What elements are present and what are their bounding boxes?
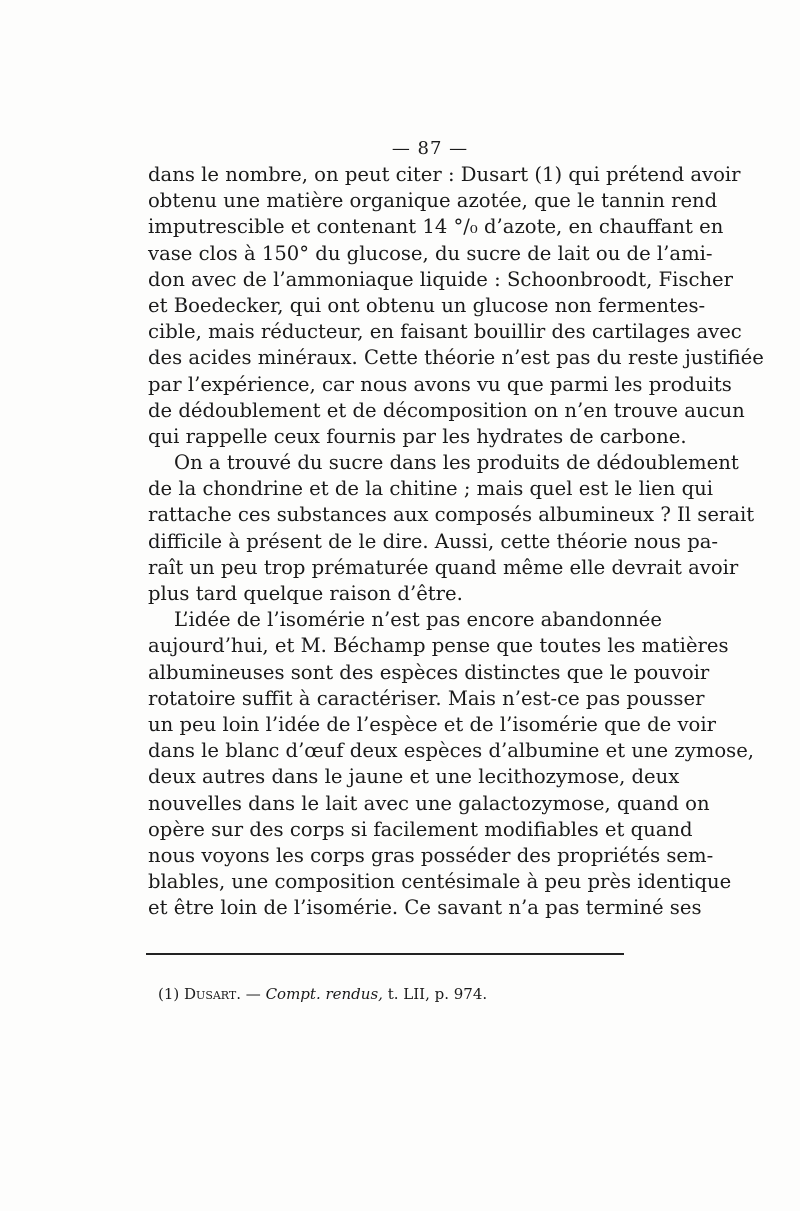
text-line: aujourd’hui, et M. Béchamp pense que toutes les matières (148, 634, 729, 658)
body-text (148, 162, 764, 921)
text-line: On a trouvé du sucre dans les produits de dédoublement (174, 451, 739, 475)
footnote-author: Dusart. (184, 985, 242, 1003)
text-line: raît un peu trop prématurée quand même elle devrait avoir (148, 555, 739, 579)
text-line: imputrescible et contenant 14 °/₀ d’azote, en chauffant en (148, 215, 724, 239)
text-line: des acides minéraux. Cette théorie n’est pas du reste justifiée (148, 346, 764, 370)
text-line: de la chondrine et de la chitine ; mais quel est le lien qui (148, 477, 713, 501)
text-line: blables, une composition centésimale à peu près identique (148, 870, 732, 894)
text-line: nous voyons les corps gras posséder des propriétés sem- (148, 843, 714, 867)
text-line: obtenu une matière organique azotée, que le tannin rend (148, 189, 718, 213)
text-line: dans le nombre, on peut citer : Dusart (1) qui prétend avoir (148, 163, 741, 186)
text-line: vase clos à 150° du glucose, du sucre de lait ou de l’ami- (148, 241, 713, 265)
text-line: nouvelles dans le lait avec une galactozymose, quand on (148, 791, 710, 815)
page-number: — 87 — (391, 138, 469, 159)
footnote-reference: t. LII, p. 974. (387, 985, 488, 1003)
text-line: albumineuses sont des espèces distinctes que le pouvoir (148, 660, 710, 684)
text-line: et Boedecker, qui ont obtenu un glucose non fermentes- (148, 293, 706, 317)
text-line: plus tard quelque raison d’être. (148, 582, 463, 605)
text-line: rotatoire suffit à caractériser. Mais n’est-ce pas pousser (148, 686, 705, 710)
text-line: L’idée de l’isomérie n’est pas encore abandonnée (174, 608, 662, 632)
text-line: et être loin de l’isomérie. Ce savant n’a pas terminé ses (148, 896, 702, 920)
text-line: cible, mais réducteur, en faisant bouillir des cartilages avec (148, 320, 742, 344)
footnote-marker: (1) (158, 985, 180, 1003)
text-line: un peu loin l’idée de l’espèce et de l’isomérie que de voir (148, 712, 716, 736)
text-line: de dédoublement et de décomposition on n’en trouve aucun (148, 398, 745, 422)
text-line: par l’expérience, car nous avons vu que parmi les produits (148, 372, 732, 396)
footnote (158, 985, 487, 1003)
footnote-dash: — (245, 985, 261, 1003)
text-line: dans le blanc d’œuf deux espèces d’albumine et une zymose, (148, 739, 755, 763)
text-line: difficile à présent de le dire. Aussi, cette théorie nous pa- (148, 529, 719, 553)
footnote-source: Compt. rendus, (265, 985, 383, 1003)
text-line: rattache ces substances aux composés albumineux ? Il serait (148, 503, 755, 527)
text-line: don avec de l’ammoniaque liquide : Schoonbroodt, Fischer (148, 267, 734, 291)
text-line: qui rappelle ceux fournis par les hydrates de carbone. (148, 424, 687, 448)
text-line: deux autres dans le jaune et une lecithozymose, deux (148, 765, 680, 789)
text-line: opère sur des corps si facilement modifiables et quand (148, 817, 693, 841)
footnote-separator (146, 953, 624, 955)
